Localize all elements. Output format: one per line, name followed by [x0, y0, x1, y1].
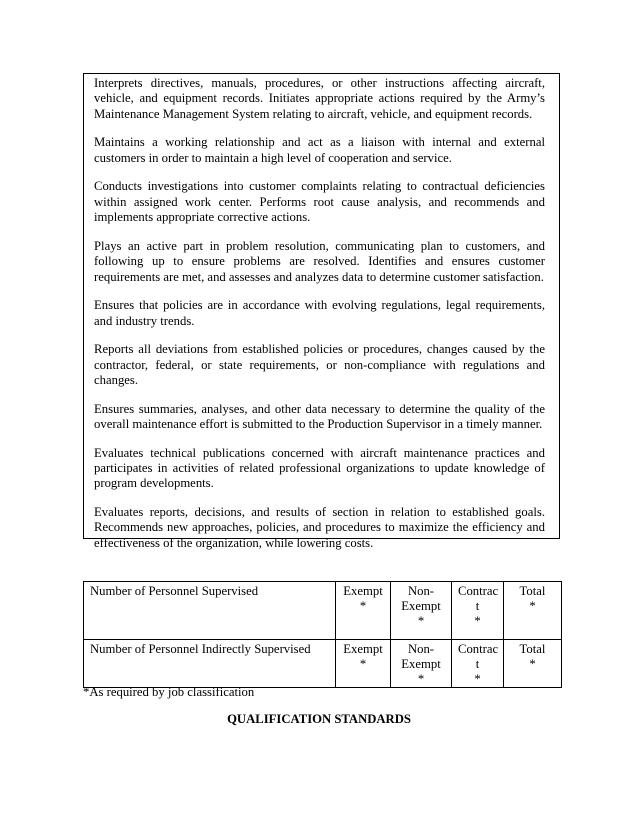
contract-cell	[452, 582, 504, 640]
footnote: *As required by job classification	[83, 685, 255, 699]
duty-item: Interprets directives, manuals, procedures, or other instructions affecting aircraft, vehicle, and equipment records. Initiates appropriate actions required by the Army’s Maintenance Management System relating to aircraft, vehicle, and equipment records.	[94, 76, 545, 121]
cell-line: t	[475, 599, 480, 613]
duty-item: Evaluates technical publications concerned with aircraft maintenance practices and participates in activities of related professional organizations to update knowledge of program developments.	[94, 445, 545, 491]
total-cell	[504, 640, 562, 688]
cell-line: Exempt	[401, 599, 441, 613]
cell-line: *	[359, 657, 367, 671]
cell-line: Exempt	[343, 584, 383, 598]
personnel-table	[83, 581, 562, 688]
cell-line: Total	[519, 584, 546, 598]
cell-line: *	[529, 657, 536, 671]
duty-item: Ensures summaries, analyses, and other data necessary to determine the quality of the overall maintenance effort is submitted to the Production Supervisor in a timely manner.	[94, 401, 545, 432]
duty-item: Reports all deviations from established policies or procedures, changes caused by the contractor, federal, or state requirements, or non-compliance with regulations and changes.	[94, 342, 545, 388]
cell-line: t	[475, 657, 480, 671]
exempt-cell	[336, 640, 391, 688]
cell-line: *	[417, 614, 425, 628]
cell-line: Non-	[407, 642, 435, 656]
section-heading: QUALIFICATION STANDARDS	[227, 712, 411, 726]
duty-item: Plays an active part in problem resolution, communicating plan to customers, and following up to ensure problems are resolved. Identifies and ensures customer requirements are met, and assesses and analyzes data to determine customer satisfaction.	[94, 238, 545, 284]
cell-line: *	[474, 672, 481, 686]
exempt-cell	[336, 582, 391, 640]
cell-line: Total	[519, 642, 546, 656]
non-exempt-cell	[391, 582, 452, 640]
personnel-indirectly-supervised-label: Number of Personnel Indirectly Supervised	[84, 640, 336, 688]
duties-box	[83, 73, 560, 550]
non-exempt-cell	[391, 640, 452, 688]
cell-line: Exempt	[401, 657, 441, 671]
personnel-supervised-label: Number of Personnel Supervised	[84, 582, 336, 640]
table-row	[84, 582, 562, 640]
contract-cell	[452, 640, 504, 688]
duty-item: Conducts investigations into customer complaints relating to contractual deficiencies within assigned work center. Performs root cause analysis, and recommends and implements appropriate corrective actions.	[94, 179, 545, 225]
table-row	[84, 640, 562, 688]
cell-line: *	[417, 672, 425, 686]
cell-line: Contrac	[458, 584, 499, 598]
cell-line: Non-	[407, 584, 435, 598]
cell-line: Exempt	[343, 642, 383, 656]
duty-item: Ensures that policies are in accordance with evolving regulations, legal requirements, and industry trends.	[94, 298, 545, 328]
duty-item: Evaluates reports, decisions, and results of section in relation to established goals. Recommends new approaches, policies, and procedures to maximize the efficiency and effectiveness of the organization, while lowering costs.	[94, 505, 545, 550]
cell-line: *	[529, 599, 536, 613]
duty-item: Maintains a working relationship and act as a liaison with internal and external customers in order to maintain a high level of cooperation and service.	[94, 135, 545, 165]
total-cell	[504, 582, 562, 640]
cell-line: *	[359, 599, 367, 613]
cell-line: *	[474, 614, 481, 628]
cell-line: Contrac	[458, 642, 499, 656]
